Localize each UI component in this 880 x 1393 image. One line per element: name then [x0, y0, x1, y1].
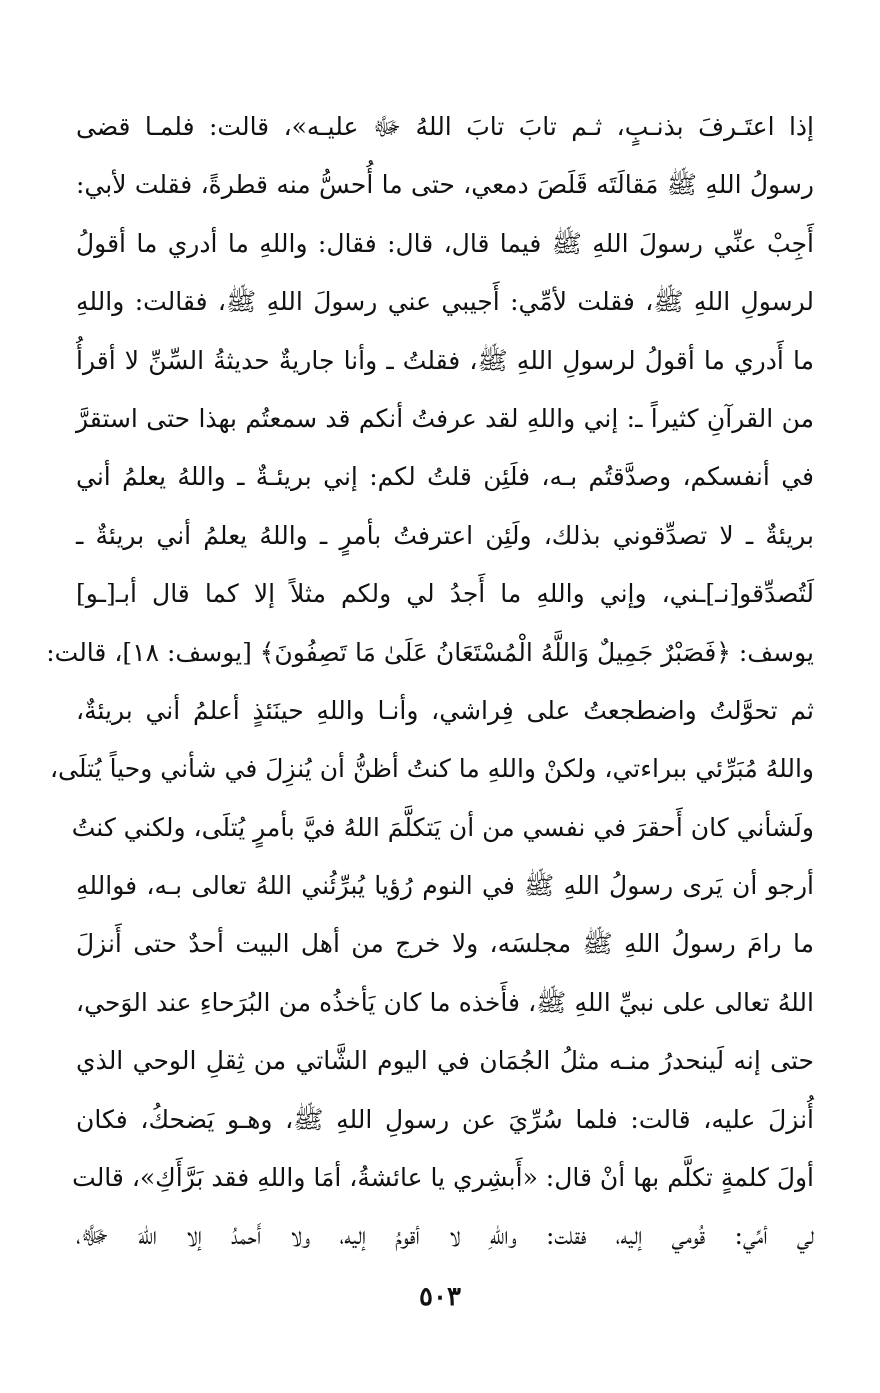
text-line: أرجو أن يَرى رسولُ اللهِ ﷺ في النوم رُؤيا يُبرِّئُني اللهُ تعالى بـه، فواللهِ — [76, 871, 814, 901]
page-number: ٥٠٣ — [419, 1282, 461, 1312]
text-line: إذا اعتَـرفَ بذنـبٍ، ثـم تابَ تابَ اللهُ ﷻ عليـه»، قالت: فلمـا قضى — [76, 112, 814, 141]
text-line: رسولُ اللهِ ﷺ مَقالَتَه قَلَصَ دمعي، حتى ما أُحسُّ منه قطرةً، فقلت لأبي: — [76, 170, 814, 200]
text-line: واللهُ مُبَرِّئي ببراءتي، ولكنْ واللهِ ما كنتُ أظنُّ أن يُنزِلَ في شأني وحياً يُتلَى، — [49, 754, 814, 784]
text-line: أُنزلَ عليه، قالت: فلما سُرِّيَ عن رسولِ اللهِ ﷺ، وهـو يَضحكُ، فكان — [76, 1104, 814, 1134]
quran-verse-line: يوسف: ﴿فَصَبْرٌ جَمِيلٌ وَاللَّهُ الْمُسْتَعَانُ عَلَىٰ مَا تَصِفُونَ﴾ [يوسف: ١٨]، قالت: — [46, 637, 814, 667]
text-line: لي أمِّي: قُومي إليه، فقلت: واللهِ لا أقومُ إليه، ولا أَحمدُ إلا اللهَ ﷻ، — [76, 1221, 814, 1251]
text-line: لرسولِ اللهِ ﷺ، فقلت لأمِّي: أَجيبي عني رسولَ اللهِ ﷺ، فقالت: واللهِ — [76, 287, 814, 317]
text-line: أولَ كلمةٍ تكلَّم بها أنْ قال: «أَبشِري يا عائشةُ، أمَا واللهِ فقد بَرَّأَكِ»، قالت — [72, 1163, 814, 1193]
text-line: ما أَدري ما أقولُ لرسولِ اللهِ ﷺ، فقلتُ ـ وأنا جاريةٌ حديثةُ السِّنِّ لا أقرأُ — [76, 345, 814, 375]
text-line: اللهُ تعالى على نبيِّ اللهِ ﷺ، فأَخذه ما كان يَأخذُه من البُرَحاءِ عند الوَحي، — [76, 987, 814, 1017]
text-line: من القرآنِ كثيراً ـ: إني واللهِ لقد عرفتُ أنكم قد سمعتُم بهذا حتى استقرَّ — [76, 403, 814, 433]
text-line: ثم تحوَّلتُ واضطجعتُ على فِراشي، وأنـا واللهِ حينَئذٍ أعلمُ أني بريئةٌ، — [76, 695, 814, 725]
text-line: ولَشأني كان أَحقرَ في نفسي من أن يَتكلَّمَ اللهُ فيَّ بأمرٍ يُتلَى، ولكني كنتُ — [71, 812, 814, 842]
text-line: حتى إنه لَينحدرُ منـه مثلُ الجُمَان في اليوم الشَّاتي من ثِقلِ الوحي الذي — [76, 1046, 814, 1076]
text-line: في أنفسكم، وصدَّقتُم بـه، فلَئِن قلتُ لكم: إني بريئـةٌ ـ واللهُ يعلمُ أني — [76, 462, 814, 492]
text-line: أَجِبْ عنِّي رسولَ اللهِ ﷺ فيما قال، قال: فقال: واللهِ ما أدري ما أقولُ — [76, 228, 814, 258]
text-line: ما رامَ رسولُ اللهِ ﷺ مجلسَه، ولا خرج من أهل البيت أحدٌ حتى أَنزلَ — [76, 929, 814, 959]
body-text — [46, 98, 814, 1266]
text-line: بريئةٌ ـ لا تصدِّقوني بذلك، ولَئِن اعترفتُ بأمرٍ ـ واللهُ يعلمُ أني بريئةٌ ـ — [76, 520, 814, 550]
text-line: لَتُصدِّقو[نـ]ـني، وإني واللهِ ما أَجدُ لي ولكم مثلاً إلا كما قال أبـ[ـو] — [76, 579, 814, 609]
